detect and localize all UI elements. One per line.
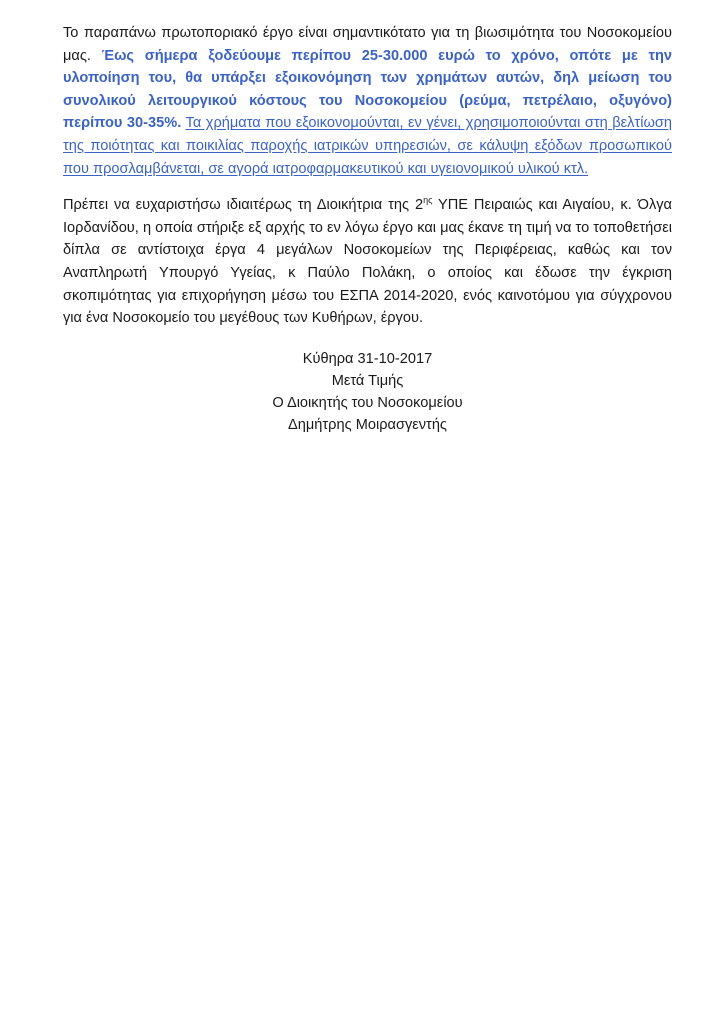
paragraph-thanks — [63, 194, 672, 330]
signature-block — [63, 348, 672, 436]
closing-salutation: Μετά Τιμής — [331, 372, 404, 389]
paragraph-savings-intro: Το παραπάνω πρωτοποριακό έργο είναι σημαντικότατο για τη βιωσιμότητα του Νοσοκομείου μας. — [63, 25, 672, 64]
savings-highlight-bold: Έως σήμερα ξοδεύουμε περίπου 25-30.000 ευρώ το χρόνο, οπότε με την υλοποίηση του, θα υπάρξει εξοικονόμηση των χρημάτων αυτών, δηλ μείωση του συνολικού λειτουργικού κόστους του Νοσοκομείου (ρεύμα, πετρέλαιο, οξυγόνο) περίπου 30-35%. — [63, 47, 672, 132]
ordinal-superscript: ης — [423, 195, 433, 206]
signatory-name: Δημήτρης Μοιρασγεντής — [288, 416, 447, 433]
document-page — [63, 22, 672, 436]
paragraph-thanks-rest: ΥΠΕ Πειραιώς και Αιγαίου, κ. Όλγα Ιορδανίδου, η οποία στήριξε εξ αρχής το εν λόγω έργο και μας έκανε τη τιμή να το τοποθετήσει δίπλα σε αντίστοιχα έργα 4 μεγάλων Νοσοκομείων της Περιφέρειας, καθώς και τον Αναπληρωτή Υπουργό Υγείας, κ Παύλο Πολάκη, ο οποίος και έδωσε την έγκριση σκοπιμότητας για επιχορήγηση μέσω του ΕΣΠΑ 2014-2020, ενός καινοτόμου για σύγχρονου για ένα Νοσοκομείο του μεγέθους των Κυθήρων, έργου. — [63, 197, 672, 327]
signatory-role: Ο Διοικητής του Νοσοκομείου — [272, 394, 463, 411]
paragraph-savings — [63, 22, 672, 180]
savings-highlight-underlined: Τα χρήματα που εξοικονομούνται, εν γένει, χρησιμοποιούνται στη βελτίωση της ποιότητας και ποικιλίας παροχής ιατρικών υπηρεσιών, σε κάλυψη εξόδων προσωπικού που προσλαμβάνεται, σε αγορά ιατροφαρμακευτικού και υγειονομικού υλικού κτλ. — [63, 115, 672, 177]
place-date: Κύθηρα 31-10-2017 — [302, 350, 433, 367]
paragraph-thanks-start: Πρέπει να ευχαριστήσω ιδιαιτέρως τη Διοικήτρια της 2 — [63, 197, 424, 214]
